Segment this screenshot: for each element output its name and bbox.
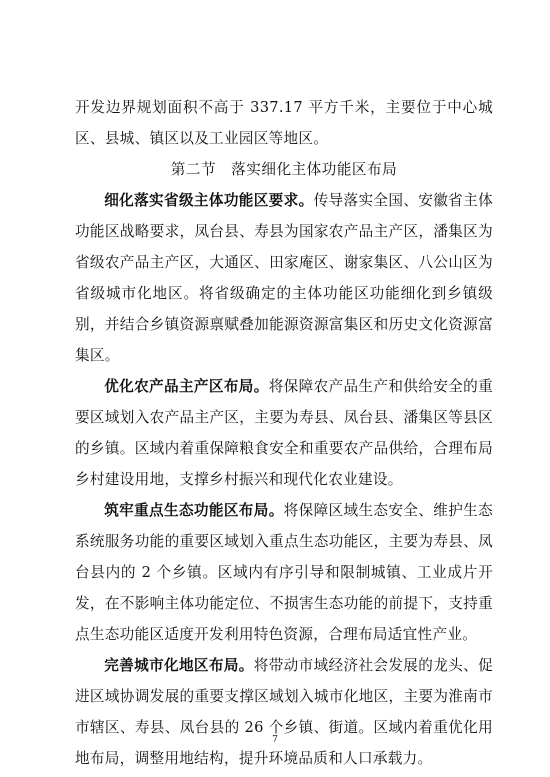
section-heading: 第二节 落实细化主体功能区布局	[170, 161, 398, 178]
page-number: 7	[272, 735, 278, 745]
paragraph-3-lead: 筑牢重点生态功能区布局。	[104, 502, 284, 519]
paragraph-2-lead: 优化农产品主产区布局。	[104, 378, 269, 395]
intro-paragraph: 开发边界规划面积不高于 337.17 平方千米，主要位于中心城区、县城、镇区以及工业园区等地区。	[75, 99, 493, 147]
paragraph-1-text: 传导落实全国、安徽省主体功能区战略要求，凤台县、寿县为国家农产品主产区，潘集区为省级农产品主产区，大通区、田家庵区、谢家集区、八公山区为省级城市化地区。将省级确定的主体功能区功能细化到乡镇级别，并结合乡镇资源禀赋叠加能源资源富集区和历史文化资源富集区。	[75, 192, 493, 364]
paragraph-3	[75, 495, 493, 650]
paragraph-4-lead: 完善城市化地区布局。	[104, 657, 254, 674]
paragraph-2-text: 将保障农产品生产和供给安全的重要区域划入农产品主产区，主要为寿县、凤台县、潘集区等县区的乡镇。区域内着重保障粮食安全和重要农产品供给，合理布局乡村建设用地，支撑乡村振兴和现代化农业建设。	[75, 378, 493, 488]
paragraph-4-text: 将带动市域经济社会发展的龙头、促进区域协调发展的重要支撑区域划入城市化地区，主要为淮南市市辖区、寿县、凤台县的 26 个乡镇、街道。区域内着重优化用地布局，调整用地结构，提升环境品质和人口承载力。	[75, 657, 493, 767]
paragraph-1	[75, 185, 493, 371]
page-body	[75, 92, 493, 774]
paragraph-4	[75, 650, 493, 774]
paragraph-2	[75, 371, 493, 495]
paragraph-3-text: 将保障区域生态安全、维护生态系统服务功能的重要区域划入重点生态功能区，主要为寿县、凤台县内的 2 个乡镇。区域内有序引导和限制城镇、工业成片开发，在不影响主体功能定位、不损害生态功能的前提下，支持重点生态功能区适度开发利用特色资源，合理布局适宜性产业。	[75, 502, 493, 643]
paragraph-1-lead: 细化落实省级主体功能区要求。	[104, 192, 314, 209]
